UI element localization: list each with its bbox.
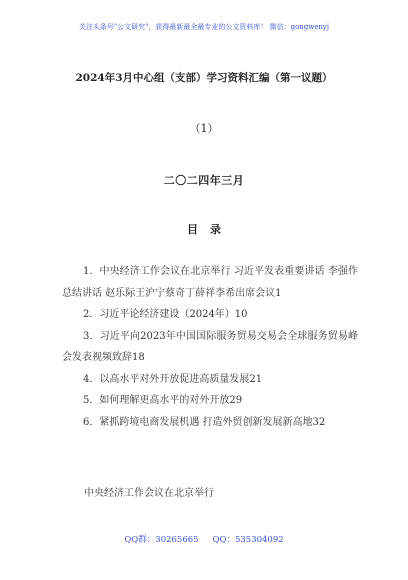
document-title: 2024年3月中心组（支部）学习资料汇编（第一议题） (75, 72, 333, 84)
qq-text: QQ：535304092 (212, 535, 284, 545)
section-heading: 中央经济工作会议在北京举行 (84, 488, 214, 499)
document-date: 二〇二四年三月 (163, 174, 245, 187)
table-of-contents (62, 261, 358, 433)
footer-contact (0, 533, 408, 545)
header-promo-note: 关注头条号"公文研究"，获得最新最全最专业的公文资料库！ 微信：gongwenyj (78, 23, 330, 31)
toc-heading-char-2: 录 (210, 223, 221, 236)
qq-group-text: QQ群：30265665 (124, 535, 199, 545)
toc-item[interactable]: 3．习近平向2023年中国国际服务贸易交易会全球服务贸易峰会发表视频致辞18 (62, 330, 358, 363)
toc-heading (0, 221, 408, 237)
toc-item[interactable]: 1．中央经济工作会议在北京举行 习近平发表重要讲话 李强作总结讲话 赵乐际王沪宁蔡奇丁薛祥李希出席会议1 (62, 266, 358, 299)
document-number: （1） (189, 122, 219, 135)
toc-item[interactable]: 2．习近平论经济建设（2024年）10 (83, 309, 248, 320)
toc-heading-char-1: 目 (187, 223, 198, 236)
toc-item[interactable]: 5．如何理解更高水平的对外开放29 (83, 395, 243, 406)
toc-item[interactable]: 4．以高水平对外开放促进高质量发展21 (83, 373, 263, 385)
toc-item[interactable]: 6．紧抓跨境电商发展机遇 打造外贸创新发展新高地32 (83, 416, 326, 428)
